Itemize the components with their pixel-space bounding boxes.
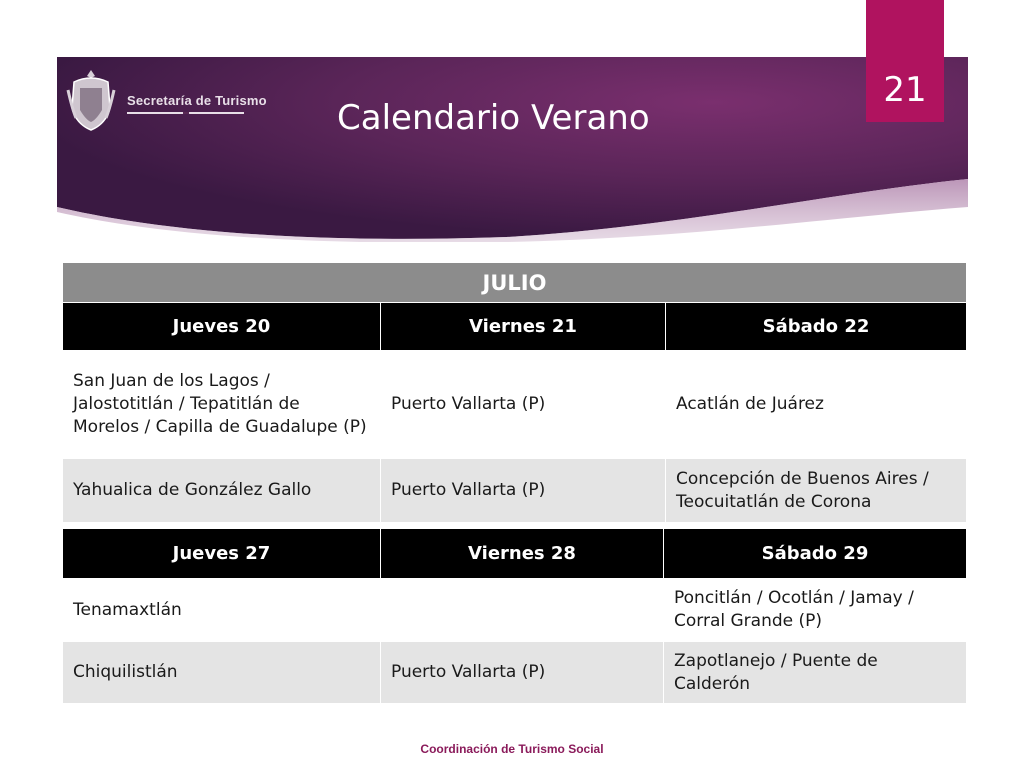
table-cell: Zapotlanejo / Puente de Calderón	[664, 642, 967, 704]
day-header-jueves-27: Jueves 27	[63, 529, 381, 579]
header-banner	[57, 57, 968, 242]
table-cell: Puerto Vallarta (P)	[381, 351, 666, 459]
table-cell	[381, 579, 664, 642]
day-header-sabado-29: Sábado 29	[664, 529, 967, 579]
page-title: Calendario Verano	[337, 98, 650, 138]
day-header-jueves-20: Jueves 20	[63, 303, 381, 351]
slide-number: 21	[866, 0, 944, 122]
table-cell: San Juan de los Lagos / Jalostotitlán / Tepatitlán de Morelos / Capilla de Guadalupe (P)	[63, 351, 381, 459]
table-row	[63, 579, 967, 642]
logo-underline	[127, 112, 244, 114]
table-cell: Concepción de Buenos Aires / Teocuitatlán de Corona	[666, 459, 967, 523]
table-cell: Poncitlán / Ocotlán / Jamay / Corral Grande (P)	[664, 579, 967, 642]
day-header-sabado-22: Sábado 22	[666, 303, 967, 351]
logo-text: Secretaría de Turismo	[127, 93, 267, 108]
month-header: JULIO	[63, 263, 967, 303]
table-cell: Acatlán de Juárez	[666, 351, 967, 459]
table-cell: Tenamaxtlán	[63, 579, 381, 642]
table-cell: Yahualica de González Gallo	[63, 459, 381, 523]
table-row	[63, 642, 967, 704]
table-cell: Chiquilistlán	[63, 642, 381, 704]
footer-text: Coordinación de Turismo Social	[420, 742, 604, 756]
calendar-table-week-2	[62, 528, 967, 704]
table-row	[63, 351, 967, 459]
crest-logo-icon	[66, 68, 116, 134]
table-cell: Puerto Vallarta (P)	[381, 642, 664, 704]
table-cell: Puerto Vallarta (P)	[381, 459, 666, 523]
day-header-viernes-28: Viernes 28	[381, 529, 664, 579]
table-row	[63, 459, 967, 523]
calendar-table-week-1	[62, 262, 967, 523]
day-header-viernes-21: Viernes 21	[381, 303, 666, 351]
